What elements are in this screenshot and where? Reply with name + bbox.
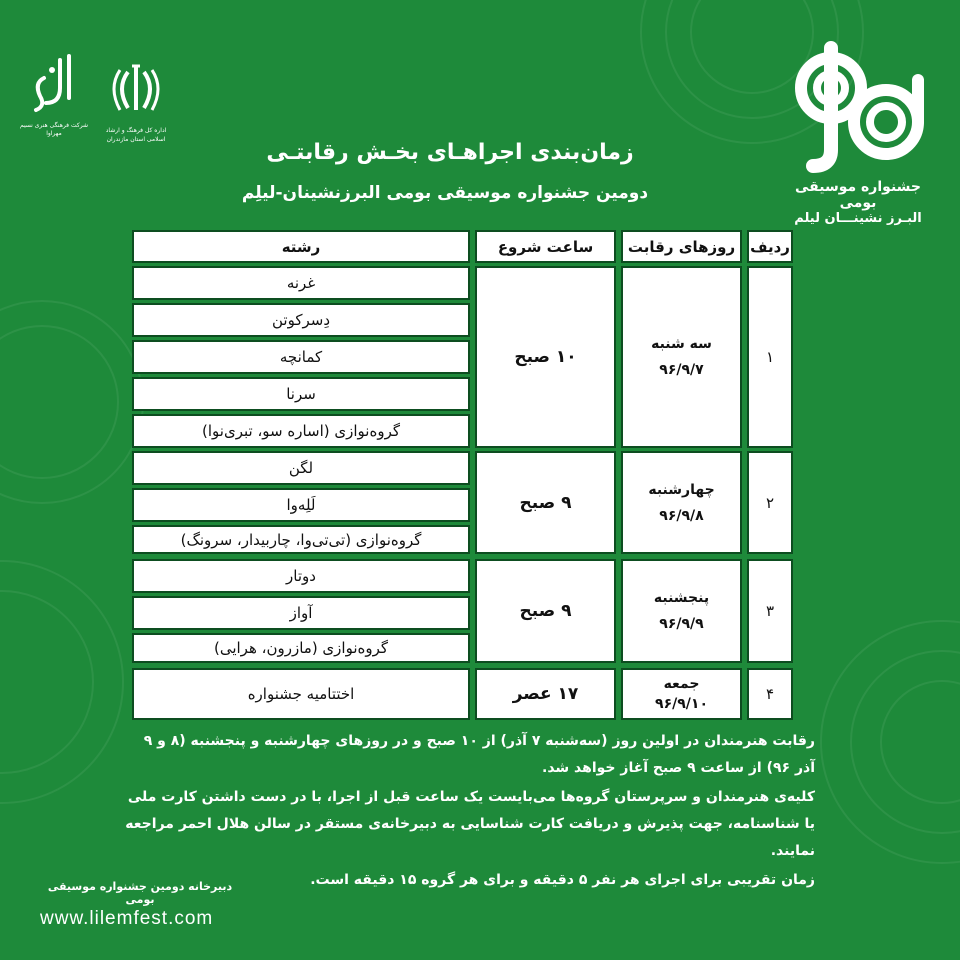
competition-day-cell	[621, 451, 742, 554]
footer-caption: دبیرخانه دومین جشنواره موسیقی بومی	[47, 880, 233, 906]
row-number-cell: ۱	[747, 266, 793, 448]
day-date: ۹۶/۹/۸	[659, 507, 704, 524]
reshte-cell: لگن	[132, 451, 470, 485]
day-date: ۹۶/۹/۹	[659, 616, 704, 632]
reshte-cell: اختتامیه جشنواره	[132, 668, 470, 720]
competition-day-cell	[621, 266, 742, 448]
mehrava-caption: شرکت فرهنگی هنری نسیم مهراوا	[19, 122, 89, 137]
reshte-cell: آواز	[132, 596, 470, 630]
festival-logo	[778, 40, 938, 226]
header-start-time: ساعت شروع	[475, 230, 616, 263]
start-time-cell: ۹ صبح	[475, 559, 616, 663]
reshte-cell: گروه‌نوازی (تی‌تی‌وا، چاربیدار، سرونگ)	[132, 525, 470, 554]
start-time-cell: ۱۰ صبح	[475, 266, 616, 448]
reshte-cell: گروه‌نوازی (اساره سو، تبری‌نوا)	[132, 414, 470, 448]
iran-emblem-icon	[106, 58, 166, 118]
reshte-cell: سرنا	[132, 377, 470, 411]
reshte-cell: کمانچه	[132, 340, 470, 374]
day-name: پنجشنبه	[653, 590, 710, 606]
note-paragraph: زمان تقریبی برای اجرای هر نفر ۵ دقیقه و برای هر گروه ۱۵ دقیقه است.	[310, 872, 815, 888]
start-time-cell: ۱۷ عصر	[475, 668, 616, 720]
day-name: سه شنبه	[651, 336, 712, 352]
page-subtitle: دومین جشنواره موسیقی بومی البرزنشینان-لیلِم	[241, 183, 649, 203]
festival-spiral-logo-icon	[791, 40, 926, 175]
header-row-number: ردیف	[747, 230, 793, 263]
row-number-cell: ۳	[747, 559, 793, 663]
reshte-cell: غرنه	[132, 266, 470, 300]
start-time-cell: ۹ صبح	[475, 451, 616, 554]
mehrava-logo	[18, 48, 90, 138]
header-reshte: رشته	[132, 230, 470, 263]
notes	[125, 728, 815, 896]
note-paragraph: کلیه‌ی هنرمندان و سرپرستان گروه‌ها می‌بایست یک ساعت قبل از اجرا، با در دست داشتن کارت ملی یا شناسنامه، جهت پذیرش و دریافت کارت شناسایی به دبیرخانه‌ی مستقر در سالن هلال احمر مراجعه نمایند.	[125, 789, 815, 859]
row-number-cell: ۴	[747, 668, 793, 720]
day-date: ۹۶/۹/۷	[659, 362, 704, 378]
competition-day-cell	[621, 559, 742, 663]
day-date: ۹۶/۹/۱۰	[655, 696, 708, 712]
day-name: چهارشنبه	[648, 481, 715, 498]
government-caption: اداره کل فرهنگ و ارشاد اسلامی استان مازندران	[105, 127, 167, 143]
reshte-cell: دِسرکوتن	[132, 303, 470, 337]
note-paragraph: رقابت هنرمندان در اولین روز (سه‌شنبه ۷ آذر) از ۱۰ صبح و در روزهای چهارشنبه و پنجشنبه (۸ و ۹ آذر ۹۶) از ساعت ۹ صبح آغاز خواهد شد.	[143, 733, 815, 776]
competition-day-cell	[621, 668, 742, 720]
reshte-cell: دوتار	[132, 559, 470, 593]
reshte-cell: لَلِه‌وا	[132, 488, 470, 522]
government-logo	[96, 58, 176, 144]
footer	[40, 880, 240, 930]
festival-logo-line2: البـرز نشینـــان لیلم	[794, 211, 922, 226]
website-link[interactable]: www.lilemfest.com	[40, 908, 214, 929]
row-number-cell: ۲	[747, 451, 793, 554]
page-title: زمان‌بندی اجراهـای بخـش رقابتـی	[266, 140, 634, 165]
reshte-cell: گروه‌نوازی (مازرون، هرایی)	[132, 633, 470, 663]
header-competition-days: روزهای رقابت	[621, 230, 742, 263]
mehrava-logo-mark	[24, 48, 84, 118]
festival-logo-line1: جشنواره موسیقی بومی	[795, 179, 921, 211]
day-name: جمعه	[663, 676, 700, 692]
